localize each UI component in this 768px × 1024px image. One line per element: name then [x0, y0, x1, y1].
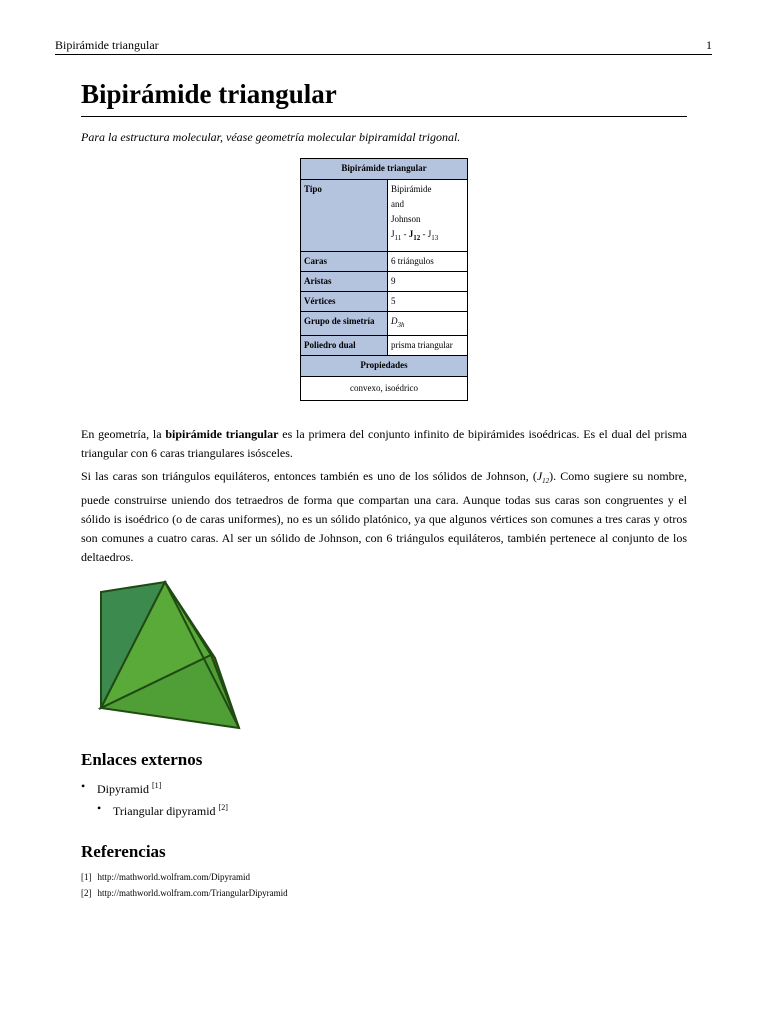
infobox-value-vertices: 5: [388, 292, 468, 312]
tipo-line-2: and: [391, 199, 404, 209]
reference-item[interactable]: [1] http://mathworld.wolfram.com/Dipyramid: [81, 872, 250, 882]
infobox: [300, 158, 468, 401]
page-title: Bipirámide triangular: [81, 78, 687, 117]
page-number: 1: [706, 38, 712, 52]
external-link-triangular-dipyramid[interactable]: • Triangular dipyramid [2]: [97, 797, 228, 819]
triangular-bipyramid-image[interactable]: [81, 570, 241, 730]
references-list: [81, 869, 288, 901]
infobox-properties-value: convexo, isoédrico: [301, 377, 468, 401]
infobox-value-aristas: 9: [388, 272, 468, 292]
infobox-heading: Bipirámide triangular: [301, 159, 468, 180]
term-bold: bipirámide triangular: [165, 427, 279, 441]
tipo-line-3[interactable]: Johnson: [391, 214, 421, 224]
paragraph-intro: En geometría, la bipirámide triangular es la primera del conjunto infinito de bipirámides isoédricas. Es el dual del prisma triangular con 6 caras triangulares isósceles.: [81, 427, 687, 460]
infobox-label-tipo: Tipo: [301, 180, 388, 252]
running-header-title: Bipirámide triangular: [55, 38, 159, 52]
tipo-line-1[interactable]: Bipirámide: [391, 184, 432, 194]
section-heading-references: Referencias: [81, 842, 166, 861]
infobox-properties-heading: Propiedades: [301, 356, 468, 377]
infobox-value-tipo: [388, 180, 468, 252]
infobox-value-dual[interactable]: prisma triangular: [388, 336, 468, 356]
infobox-label-aristas: Aristas: [301, 272, 388, 292]
section-heading-external: Enlaces externos: [81, 750, 203, 769]
infobox-value-simetria[interactable]: $D_{3h}$: [388, 312, 468, 336]
johnson-j12[interactable]: $J_{12}$: [536, 469, 550, 485]
external-link-dipyramid[interactable]: • Dipyramid [1]: [81, 775, 228, 797]
hatnote[interactable]: Para la estructura molecular, véase geometría molecular bipiramidal trigonal.: [81, 130, 461, 144]
bipyramid-icon: [81, 570, 241, 730]
tipo-johnson-range: $J_{11} - J_{12} - J_{13}$: [391, 229, 439, 242]
paragraph-johnson: Si las caras son triángulos equiláteros, entonces también es uno de los sólidos de Johnson, $(J_{12})$. Como sugiere su nombre, puede construirse uniendo dos tetraedros de forma que compartan una cara. Aunque todas sus caras son congruentes y el sólido is isoédrico (o de caras uniformes), no es un sólido platónico, ya que algunos vértices son comunes a tres caras y otros son comunes a cuatro caras. Al ser un sólido de Johnson, con 6 triángulos equiláteros, también pertenece al conjunto de los deltaedros.: [81, 469, 687, 564]
infobox-label-vertices: Vértices: [301, 292, 388, 312]
infobox-label-caras: Caras: [301, 252, 388, 272]
j12-label: $J_{12}$: [408, 229, 421, 242]
external-links-list: [81, 775, 228, 819]
j13-link[interactable]: $J_{13}$: [427, 229, 439, 242]
infobox-label-simetria: Grupo de simetría: [301, 312, 388, 336]
infobox-label-dual: Poliedro dual: [301, 336, 388, 356]
j11-link[interactable]: $J_{11}$: [391, 229, 402, 242]
infobox-value-caras: 6 triángulos: [388, 252, 468, 272]
reference-item[interactable]: [2] http://mathworld.wolfram.com/TriangularDipyramid: [81, 888, 288, 898]
running-header: [55, 38, 712, 55]
